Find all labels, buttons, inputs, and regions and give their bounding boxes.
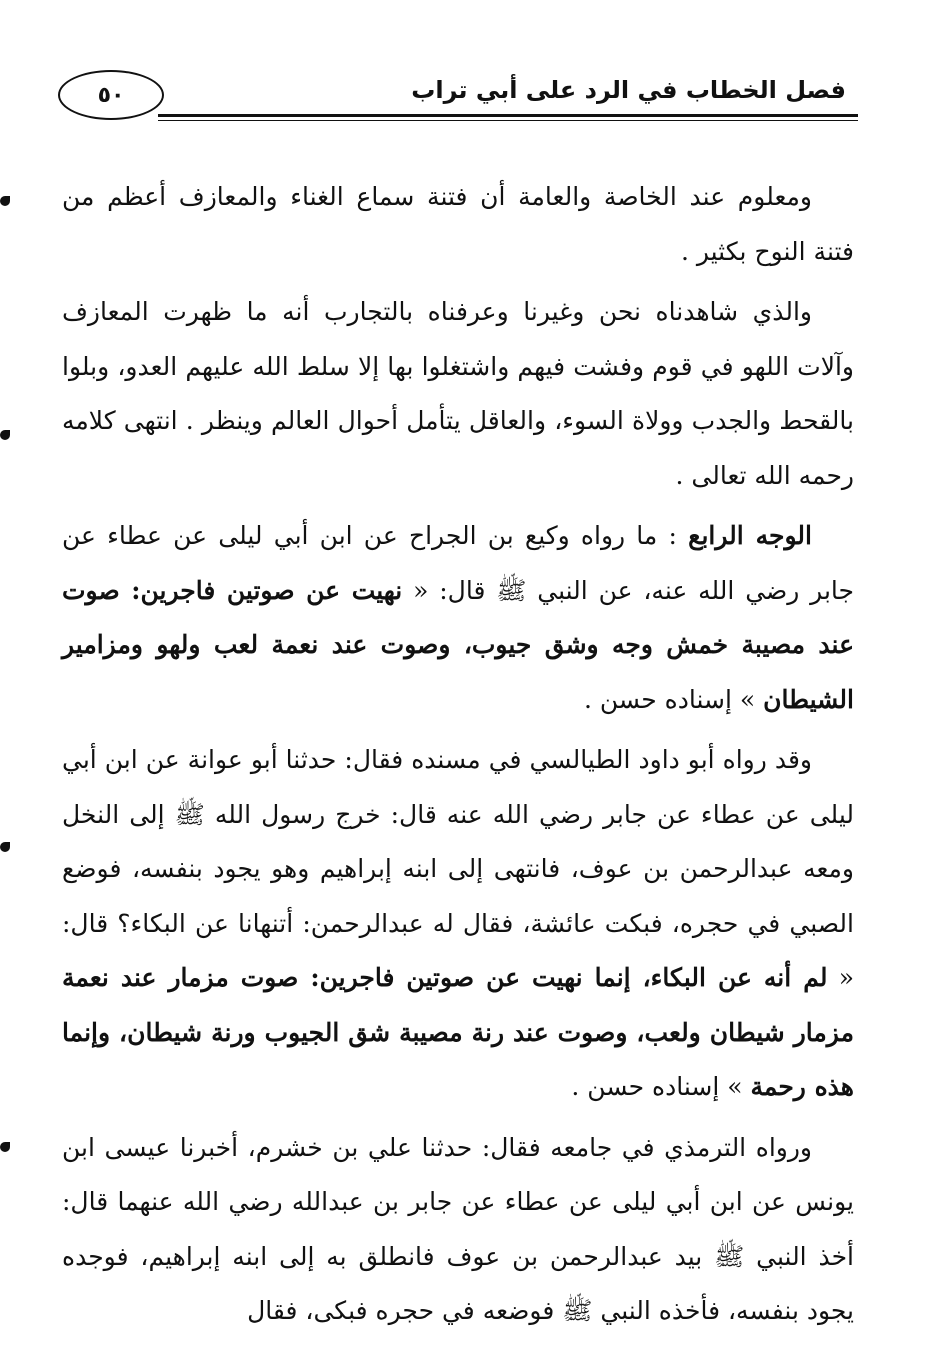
margin-mark: [0, 1142, 10, 1152]
bold-text-segment: الوجه الرابع: [688, 521, 812, 550]
margin-mark: [0, 430, 10, 440]
paragraph: [62, 1121, 854, 1339]
page-header: [58, 70, 858, 126]
text-segment: ورواه الترمذي في جامعه فقال: حدثنا علي بن خشرم، أخبرنا عيسى ابن يونس عن ابن أبي ليلى عن عطاء عن جابر بن عبدالله رضي الله عنهما قال: أخذ النبي ﷺ بيد عبدالرحمن بن عوف فانطلق به إلى ابنه إبراهيم، فوجده يجود بنفسه، فأخذه النبي ﷺ فوضعه في حجره فبكى، فقال: [62, 1132, 854, 1325]
text-segment: والذي شاهدناه نحن وغيرنا وعرفناه بالتجارب أنه ما ظهرت المعازف وآلات اللهو في قوم وفشت فيهم واشتغلوا بها إلا سلط الله عليهم العدو، وبلوا بالقحط والجدب وولاة السوء، والعاقل يتأمل أحوال العالم وينظر . انتهى كلامه رحمه الله تعالى .: [62, 297, 854, 490]
bold-text-segment: لم أنه عن البكاء، إنما نهيت عن صوتين فاجرين: صوت مزمار عند نعمة مزمار شيطان ولعب، وصوت عند رنة مصيبة شق الجيوب ورنة شيطان، وإنما هذه رحمة: [62, 963, 854, 1101]
header-rule-thin: [158, 120, 858, 121]
page-body: [62, 170, 854, 1339]
text-segment: ومعلوم عند الخاصة والعامة أن فتنة سماع الغناء والمعازف أعظم من فتنة النوح بكثير .: [62, 182, 854, 266]
margin-mark: [0, 842, 10, 852]
text-segment: » إسناده حسن .: [571, 1072, 751, 1101]
paragraph: [62, 733, 854, 1115]
page-number-badge: [58, 70, 164, 120]
margin-mark: [0, 196, 10, 206]
text-segment: : ما رواه وكيع بن الجراح عن ابن أبي ليلى عن عطاء عن جابر رضي الله عنه، عن النبي ﷺ قال: «: [62, 521, 854, 605]
text-segment: » إسناده حسن .: [583, 684, 764, 714]
text-segment: وقد رواه أبو داود الطيالسي في مسنده فقال: حدثنا أبو عوانة عن ابن أبي ليلى عن عطاء عن جابر رضي الله عنه قال: خرج رسول الله ﷺ إلى النخل ومعه عبدالرحمن بن عوف، فانتهى إلى ابنه إبراهيم وهو يجود بنفسه، فوضع الصبي في حجره، فبكت عائشة، فقال له عبدالرحمن: أتنهانا عن البكاء؟ قال: «: [62, 745, 854, 992]
page-number: ٥٠: [97, 82, 125, 108]
paragraph: [62, 170, 854, 279]
book-title: فصل الخطاب في الرد على أبي تراب: [411, 76, 846, 104]
bold-text-segment: نهيت عن صوتين فاجرين: صوت عند مصيبة خمش وجه وشق جيوب، وصوت عند نعمة لعب ولهو ومزامير الشيطان: [62, 575, 854, 714]
paragraph: [62, 509, 854, 727]
header-rule: [158, 114, 858, 117]
paragraph: [62, 285, 854, 503]
